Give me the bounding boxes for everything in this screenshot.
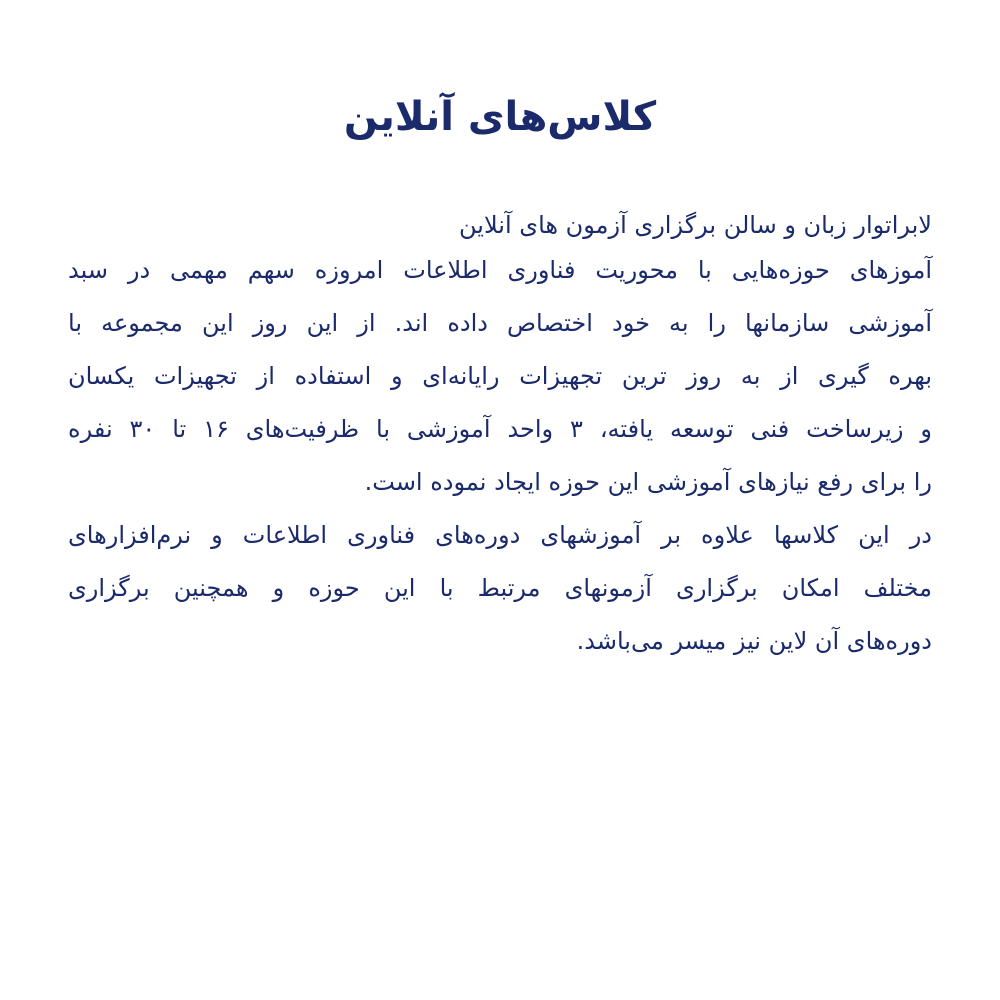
body-text [68,206,932,668]
paragraph-1-line: آموزهای حوزه‌هایی با محوریت فناوری اطلاعات امروزه سهم مهمی در سبد [68,256,932,284]
intro-line: لابراتوار زبان و سالن برگزاری آزمون های آنلاین [459,211,932,239]
paragraph-2-line: در این کلاسها علاوه بر آموزشهای دوره‌های فناوری اطلاعات و نرم‌افزارهای [68,521,932,549]
paragraph-1 [68,244,932,509]
paragraph-2-line: مختلف امکان برگزاری آزمونهای مرتبط با این حوزه و همچنین برگزاری [68,574,932,602]
paragraph-1-line: بهره گیری از به روز ترین تجهیزات رایانه‌ای و استفاده از تجهیزات یکسان [68,362,932,390]
paragraph-2 [68,509,932,668]
paragraph-1-line: آموزشی سازمانها را به خود اختصاص داده اند. از این روز این مجموعه با [68,309,932,337]
paragraph-2-line: دوره‌های آن لاین نیز میسر می‌باشد. [576,627,932,655]
paragraph-1-line: و زیرساخت فنی توسعه یافته، ۳ واحد آموزشی با ظرفیت‌های ۱۶ تا ۳۰ نفره [68,415,932,443]
page-title: کلاس‌های آنلاین [343,94,657,140]
paragraph-1-line: را برای رفع نیازهای آموزشی این حوزه ایجاد نموده است. [364,468,932,496]
